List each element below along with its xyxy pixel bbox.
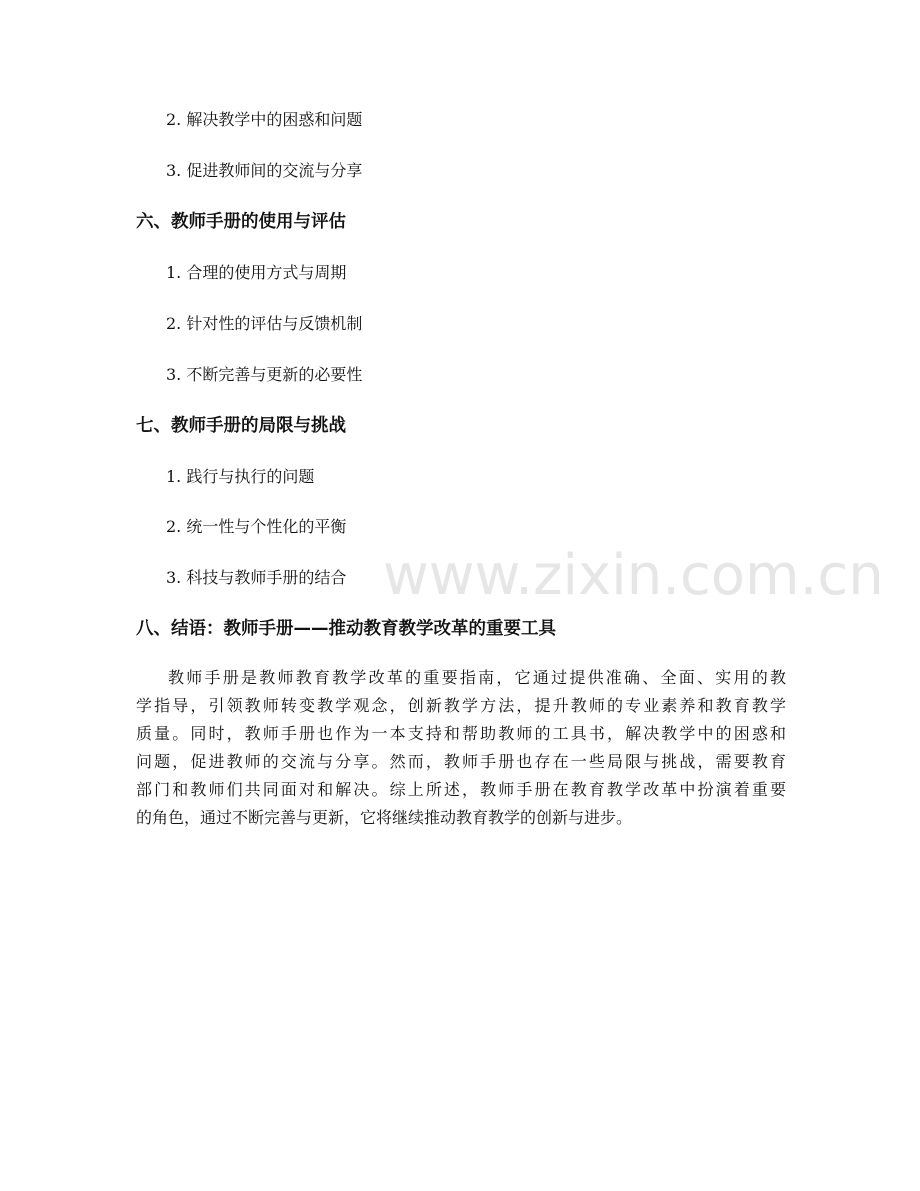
paragraph-line: 部门和教师们共同面对和解决。综上所述，教师手册在教育教学改革中扮演着重要 xyxy=(136,780,786,799)
list-item: 1. 践行与执行的问题 xyxy=(166,467,315,486)
paragraph-line: 质量。同时，教师手册也作为一本支持和帮助教师的工具书，解决教学中的困惑和 xyxy=(136,724,786,743)
list-item: 3. 不断完善与更新的必要性 xyxy=(166,365,363,384)
list-item: 2. 解决教学中的困惑和问题 xyxy=(166,110,363,129)
list-item: 3. 科技与教师手册的结合 xyxy=(166,568,347,587)
section-heading-6: 六、教师手册的使用与评估 xyxy=(136,212,346,232)
section-heading-8: 八、结语：教师手册——推动教育教学改革的重要工具 xyxy=(136,619,556,639)
list-item: 1. 合理的使用方式与周期 xyxy=(166,263,347,282)
list-item: 3. 促进教师间的交流与分享 xyxy=(166,161,363,180)
list-item: 2. 针对性的评估与反馈机制 xyxy=(166,314,363,333)
list-item: 2. 统一性与个性化的平衡 xyxy=(166,517,347,536)
section-heading-7: 七、教师手册的局限与挑战 xyxy=(136,416,346,436)
paragraph-line: 的角色，通过不断完善与更新，它将继续推动教育教学的创新与进步。 xyxy=(136,808,633,827)
conclusion-paragraph xyxy=(136,664,786,832)
paragraph-line: 问题，促进教师的交流与分享。然而，教师手册也存在一些局限与挑战，需要教育 xyxy=(136,752,786,771)
paragraph-line: 学指导，引领教师转变教学观念，创新教学方法，提升教师的专业素养和教育教学 xyxy=(136,696,786,715)
paragraph-line: 教师手册是教师教育教学改革的重要指南，它通过提供准确、全面、实用的教 xyxy=(168,668,786,687)
watermark: www.zixin.com.cn xyxy=(383,543,884,608)
